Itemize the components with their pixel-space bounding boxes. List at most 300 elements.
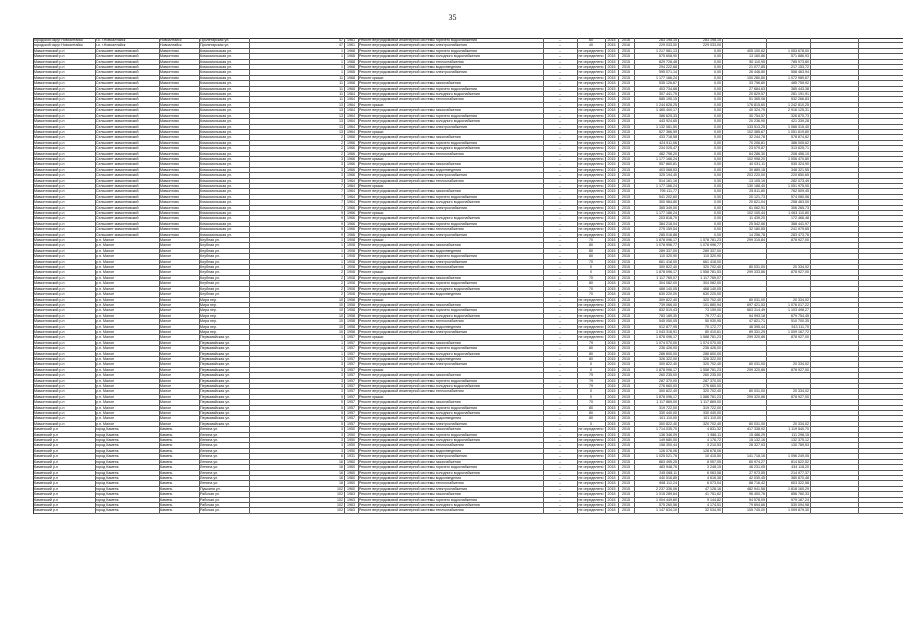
table-cell: Мамонтовский р-н bbox=[34, 135, 65, 140]
table-cell: город Камень bbox=[96, 465, 119, 470]
table-cell: город Камень bbox=[96, 508, 119, 513]
table-cell: Ремонт внутридомовой инженерной системы горячего водоснабжения bbox=[359, 465, 477, 470]
table-cell: 2015 bbox=[622, 281, 630, 286]
table-cell: 2015 bbox=[622, 432, 630, 437]
table-cell: городской округ Новоалтайск bbox=[34, 43, 83, 48]
table-cell: Сельсовет мамонтовский bbox=[96, 194, 139, 199]
table-cell: Мамонтовский р-н bbox=[34, 329, 65, 334]
table-cell: 1 103 498,27 bbox=[788, 308, 809, 313]
table-cell: Мамонтово bbox=[160, 178, 179, 183]
table-cell: – bbox=[559, 356, 561, 361]
table-cell: 3 bbox=[341, 173, 343, 178]
table-cell: 1966 bbox=[347, 211, 355, 215]
table-cell: 1 588 781,23 bbox=[700, 335, 721, 340]
table-cell: 1 714 035,70 bbox=[656, 427, 677, 432]
table-cell: 326 322,00 bbox=[659, 356, 677, 361]
table-cell: 1961 bbox=[347, 38, 355, 42]
table-cell: – bbox=[559, 335, 561, 340]
table-cell: Рабочая ул. bbox=[200, 502, 220, 507]
table-cell: 234 025,47 bbox=[659, 146, 677, 151]
table-cell: Сельсовет мамонтовский bbox=[96, 124, 139, 129]
table-cell: не определено bbox=[578, 227, 604, 232]
table-cell: Мамонтовский р-н bbox=[34, 232, 65, 237]
table-cell: 2015 bbox=[622, 124, 630, 129]
table-cell: Ремонт внутридомовой инженерной системы электроснабжения bbox=[359, 486, 467, 491]
table-cell: 80 bbox=[589, 243, 593, 248]
table-cell: 0,00 bbox=[714, 108, 721, 113]
table-cell: 0 bbox=[590, 389, 592, 394]
table-cell: 241 979,65 bbox=[791, 227, 809, 232]
table-cell: 275 159,54 bbox=[659, 227, 677, 232]
table-cell: – bbox=[559, 362, 561, 367]
table-cell: 380 870,48 bbox=[791, 475, 809, 480]
table-cell: – bbox=[559, 427, 561, 432]
table-cell: 575 608,90 bbox=[659, 54, 677, 59]
table-cell: Сельсовет мамонтовский bbox=[96, 162, 139, 167]
table-cell: – bbox=[559, 346, 561, 351]
table-cell: 2015 bbox=[622, 324, 630, 329]
table-cell: – bbox=[559, 400, 561, 405]
table-cell: Камень bbox=[160, 427, 173, 432]
table-cell: 1961 bbox=[347, 43, 355, 48]
table-cell: 141 718,16 bbox=[747, 454, 765, 459]
table-cell: 1958 bbox=[347, 302, 355, 307]
table-cell: 1 066 315,40 bbox=[788, 124, 809, 129]
table-cell: Ленина ул. bbox=[200, 443, 219, 448]
table-cell: город Камень bbox=[96, 432, 119, 437]
table-cell: 679 754,45 bbox=[791, 313, 809, 318]
table-cell: 0 bbox=[590, 394, 592, 399]
table-cell: 2015 bbox=[607, 178, 616, 183]
table-cell: не определено bbox=[578, 319, 604, 324]
table-cell: 50 110,95 bbox=[749, 59, 765, 64]
table-cell: 320 702,40 bbox=[703, 265, 721, 270]
table-cell: 319 722,00 bbox=[659, 405, 677, 410]
table-cell: Мамонтовский р-н bbox=[34, 189, 65, 194]
table-cell: 2015 bbox=[607, 275, 616, 280]
table-cell: Ремонт внутридомовой инженерной системы электроснабжения bbox=[359, 43, 467, 48]
table-cell: 1966 bbox=[347, 232, 355, 237]
table-cell: 2015 bbox=[622, 270, 630, 275]
table-cell: 1908 bbox=[347, 254, 355, 259]
table-cell: город Камень bbox=[96, 459, 119, 464]
table-cell: не определено bbox=[578, 92, 604, 97]
table-cell: 1 004 449,80 bbox=[656, 497, 677, 502]
table-cell: 1957 bbox=[347, 405, 355, 410]
table-cell: 47 821,71 bbox=[749, 319, 765, 324]
table-cell: 6 063,58 bbox=[707, 470, 721, 475]
table-cell: Каменский р-н bbox=[34, 432, 59, 437]
table-cell: Сельсовет мамонтовский bbox=[96, 119, 139, 124]
table-cell: 0,00 bbox=[714, 75, 721, 80]
table-cell: 2015 bbox=[622, 286, 630, 291]
table-cell: 2015 bbox=[607, 248, 616, 253]
table-cell: 276 660,00 bbox=[659, 384, 677, 388]
table-cell: Ремонт крыши bbox=[359, 129, 384, 134]
table-cell: Комсомольская ул. bbox=[200, 232, 232, 237]
table-cell: 1964 bbox=[347, 189, 355, 194]
table-cell: Ремонт внутридомовой инженерной системы водоотведения bbox=[359, 324, 462, 329]
table-cell: 1966 bbox=[347, 221, 355, 226]
table-cell: не определено bbox=[578, 119, 604, 124]
table-cell: 0,00 bbox=[714, 97, 721, 102]
table-cell: 80 bbox=[589, 356, 593, 361]
table-cell: 2015 bbox=[607, 140, 616, 145]
table-cell: Клубная ул. bbox=[200, 281, 220, 286]
table-cell: 1 bbox=[341, 259, 343, 264]
table-cell: Ремонт внутридомовой инженерной системы холодного водоснабжения bbox=[359, 313, 480, 318]
table-cell: – bbox=[559, 38, 561, 42]
table-cell: р.п. Малое bbox=[96, 346, 115, 351]
table-cell: 1966 bbox=[347, 205, 355, 210]
table-cell: 2015 bbox=[607, 340, 616, 345]
table-cell: – bbox=[559, 86, 561, 91]
table-cell: – bbox=[559, 254, 561, 259]
table-cell: 2015 bbox=[622, 59, 630, 64]
table-cell: 10 bbox=[339, 297, 343, 302]
table-cell: Ремонт внутридомовой инженерной системы водоотведения bbox=[359, 292, 462, 297]
table-cell: р.п. Малое bbox=[96, 351, 115, 356]
table-cell: р.п. Малое bbox=[96, 297, 115, 302]
table-cell: Мамонтовский р-н bbox=[34, 346, 65, 351]
table-cell: Ленина ул. bbox=[200, 470, 219, 475]
table-cell: 2015 bbox=[607, 38, 616, 42]
table-cell: город Камень bbox=[96, 438, 119, 443]
table-cell: Ремонт внутридомовой инженерной системы холодного водоснабжения bbox=[359, 119, 480, 124]
table-cell: 1957 bbox=[347, 351, 355, 356]
table-cell: 128 678,06 bbox=[703, 448, 721, 453]
table-cell: Ремонт внутридомовой инженерной системы газоснабжения bbox=[359, 492, 461, 497]
table-cell: 220 850,65 bbox=[791, 173, 809, 178]
table-cell: 3 bbox=[341, 162, 343, 167]
table-cell: Ремонт внутридомовой инженерной системы холодного водоснабжения bbox=[359, 470, 480, 475]
table-cell: город Камень bbox=[96, 454, 119, 459]
table-cell: 2015 bbox=[607, 432, 616, 437]
table-cell: 2015 bbox=[607, 308, 616, 313]
table-cell: 574 080,06 bbox=[791, 194, 809, 199]
table-cell: 0,00 bbox=[714, 162, 721, 167]
table-cell: – bbox=[559, 270, 561, 275]
table-cell: Ремонт внутридомовой инженерной системы электроснабжения bbox=[359, 259, 467, 264]
table-cell: 468 140,05 bbox=[703, 286, 721, 291]
table-cell: 16 bbox=[339, 475, 343, 480]
table-cell: 5 bbox=[341, 416, 343, 421]
page-number: 35 bbox=[448, 13, 457, 22]
table-cell: 2015 bbox=[607, 454, 616, 459]
table-cell: Первомайская ул. bbox=[200, 389, 231, 394]
table-cell: 2016 bbox=[622, 43, 630, 48]
table-cell: 1 177 166,24 bbox=[656, 183, 677, 188]
table-cell: 80 bbox=[589, 405, 593, 410]
table-cell: 0,00 bbox=[714, 65, 721, 70]
table-cell: 0,00 bbox=[714, 59, 721, 64]
table-cell: 2015 bbox=[622, 394, 630, 399]
table-cell: 1908 bbox=[347, 286, 355, 291]
table-cell: 46 231,05 bbox=[749, 465, 765, 470]
table-cell: 1964 bbox=[347, 119, 355, 124]
table-cell: – bbox=[559, 329, 561, 334]
table-cell: 1957 bbox=[347, 384, 355, 388]
table-cell: Первомайская ул. bbox=[200, 378, 231, 383]
table-cell: – bbox=[559, 97, 561, 102]
table-cell: 0,00 bbox=[714, 102, 721, 107]
table-cell: город Камень bbox=[96, 486, 119, 491]
table-cell: Мамонтовский р-н bbox=[34, 400, 65, 405]
table-cell: – bbox=[559, 183, 561, 188]
table-cell: Мамонтово bbox=[160, 162, 179, 167]
table-cell: 2015 bbox=[622, 200, 630, 205]
table-cell: Мамонтовский р-н bbox=[34, 211, 65, 215]
table-cell: 88 716,42 bbox=[749, 481, 765, 486]
table-cell: 3 bbox=[341, 367, 343, 372]
table-cell: 16 bbox=[339, 470, 343, 475]
table-cell: Клубная ул. bbox=[200, 265, 220, 270]
table-cell: р.п. Малое bbox=[96, 389, 115, 394]
table-cell: – bbox=[559, 502, 561, 507]
table-cell: – bbox=[559, 200, 561, 205]
table-cell: 40 324,75 bbox=[749, 108, 765, 113]
table-cell: Мамонтовский р-н bbox=[34, 308, 65, 313]
table-cell: 7 bbox=[341, 194, 343, 199]
table-cell: Мамонтово bbox=[160, 140, 179, 145]
table-cell: 2015 bbox=[607, 378, 616, 383]
table-cell: не определено bbox=[578, 508, 604, 513]
table-cell: город Камень bbox=[96, 502, 119, 507]
table-cell: Ремонт крыши bbox=[359, 156, 384, 161]
table-cell: 2015 bbox=[622, 465, 630, 470]
table-cell: – bbox=[559, 421, 561, 426]
table-cell: Сельсовет мамонтовский bbox=[96, 140, 139, 145]
table-cell: 485 759,92 bbox=[791, 81, 809, 86]
table-cell: 101 880,94 bbox=[703, 302, 721, 307]
table-cell: Ремонт внутридомовой инженерной системы газоснабжения bbox=[359, 243, 461, 248]
table-cell: Каменский р-н bbox=[34, 508, 59, 513]
table-cell: Мамонтово bbox=[160, 102, 179, 107]
table-cell: 2015 bbox=[607, 243, 616, 248]
table-cell: 0 bbox=[590, 362, 592, 367]
table-cell: 348 321,55 bbox=[791, 167, 809, 172]
table-cell: 54 993,18 bbox=[749, 313, 765, 318]
table-cell: 11 bbox=[339, 86, 343, 91]
table-cell: – bbox=[559, 221, 561, 226]
table-cell: 1968 bbox=[347, 75, 355, 80]
table-cell: 20 334,02 bbox=[793, 265, 809, 270]
table-cell: – bbox=[559, 454, 561, 459]
table-cell: 73 159,00 bbox=[705, 308, 721, 313]
table-cell: Мамонтовский р-н bbox=[34, 259, 65, 264]
table-cell: 2015 bbox=[622, 194, 630, 199]
table-cell: – bbox=[559, 248, 561, 253]
table-cell: Клубная ул. bbox=[200, 286, 220, 291]
table-cell: – bbox=[559, 443, 561, 448]
table-cell: Ремонт внутридомовой инженерной системы холодного водоснабжения bbox=[359, 351, 480, 356]
table-cell: 1 578 781,23 bbox=[700, 238, 721, 243]
table-cell: Мира пер. bbox=[200, 313, 217, 318]
table-cell: 1 076 017,22 bbox=[788, 302, 809, 307]
table-cell: 1 132 081,50 bbox=[656, 124, 677, 129]
table-cell: – bbox=[559, 373, 561, 378]
table-cell: город Камень bbox=[96, 481, 119, 486]
table-cell: 1 074 070,00 bbox=[700, 340, 721, 345]
table-cell: Ремонт внутридомовой инженерной системы теплоснабжения bbox=[359, 481, 464, 486]
table-cell: 2015 bbox=[622, 265, 630, 270]
table-cell: Ремонт внутридомовой инженерной системы электроснабжения bbox=[359, 70, 467, 75]
table-cell: 2015 bbox=[607, 113, 616, 118]
table-cell: 6 073,04 bbox=[707, 481, 721, 486]
table-cell: Первомайская ул. bbox=[200, 421, 231, 426]
table-cell: 2015 bbox=[607, 297, 616, 302]
table-cell: 0 bbox=[590, 270, 592, 275]
table-cell: Комсомольская ул. bbox=[200, 227, 232, 232]
table-cell: р.п. Малое bbox=[96, 254, 115, 259]
table-cell: 89 331,29 bbox=[749, 329, 765, 334]
table-cell: Ремонт внутридомовой инженерной системы водоотведения bbox=[359, 448, 462, 453]
table-cell: 276 660,00 bbox=[703, 384, 721, 388]
table-cell: р.п. Малое bbox=[96, 373, 115, 378]
table-cell: 330 440,00 bbox=[703, 411, 721, 416]
table-cell: – bbox=[559, 297, 561, 302]
table-cell: р.п. Малое bbox=[96, 248, 115, 253]
table-cell: Мамонтовский р-н bbox=[34, 394, 65, 399]
table-cell: – bbox=[559, 102, 561, 107]
table-cell: Малое bbox=[160, 389, 172, 394]
table-cell: Комсомольская ул. bbox=[200, 54, 232, 59]
table-cell: 2015 bbox=[607, 373, 616, 378]
table-cell: не определено bbox=[578, 221, 604, 226]
table-cell: 11 439,20 bbox=[749, 216, 765, 221]
table-cell: 3 bbox=[341, 378, 343, 383]
register-table bbox=[33, 38, 903, 514]
table-cell: Мамонтовский р-н bbox=[34, 254, 65, 259]
table-cell: 1964 bbox=[347, 178, 355, 183]
table-cell: 2015 bbox=[607, 216, 616, 221]
table-cell: – bbox=[559, 140, 561, 145]
table-cell: 10 bbox=[339, 308, 343, 313]
table-cell: 1 bbox=[341, 54, 343, 59]
table-cell: Первомайская ул. bbox=[200, 367, 231, 372]
table-cell: 2015 bbox=[622, 384, 630, 388]
table-cell: Сельсовет мамонтовский bbox=[96, 65, 139, 70]
table-cell: Мамонтово bbox=[160, 54, 179, 59]
table-cell: 385 443,38 bbox=[791, 86, 809, 91]
table-cell: 2015 bbox=[607, 200, 616, 205]
table-cell: 2015 bbox=[622, 492, 630, 497]
table-cell: 0,00 bbox=[714, 113, 721, 118]
table-cell: – bbox=[559, 286, 561, 291]
table-cell: 9 bbox=[341, 211, 343, 215]
table-cell: Ремонт внутридомовой инженерной системы электроснабжения bbox=[359, 205, 467, 210]
table-cell: не определено bbox=[578, 200, 604, 205]
table-cell: Мамонтовский р-н bbox=[34, 351, 65, 356]
table-cell: 1 177 166,24 bbox=[656, 211, 677, 215]
table-cell: 1 117 869,00 bbox=[656, 400, 677, 405]
table-cell: 3 bbox=[341, 427, 343, 432]
table-cell: 2015 bbox=[607, 75, 616, 80]
table-cell: не определено bbox=[578, 183, 604, 188]
table-cell: 1964 bbox=[347, 113, 355, 118]
table-cell: 863 495,25 bbox=[659, 459, 677, 464]
table-cell: 96 400,76 bbox=[749, 492, 765, 497]
table-cell: не определено bbox=[578, 97, 604, 102]
table-cell: Мира пер. bbox=[200, 297, 217, 302]
table-cell: 2016 bbox=[622, 38, 630, 42]
table-cell: не определено bbox=[578, 427, 604, 432]
table-cell: 1 bbox=[341, 351, 343, 356]
table-cell: Мамонтовский р-н bbox=[34, 227, 65, 232]
table-cell: р.п. Малое bbox=[96, 259, 115, 264]
table-cell: 2015 bbox=[607, 438, 616, 443]
table-cell: Сельсовет мамонтовский bbox=[96, 59, 139, 64]
table-cell: Сельсовет мамонтовский bbox=[96, 221, 139, 226]
table-cell: 32 244,78 bbox=[749, 135, 765, 140]
table-cell: Каменский р-н bbox=[34, 443, 59, 448]
table-cell: не определено bbox=[578, 465, 604, 470]
table-cell: Каменский р-н bbox=[34, 427, 59, 432]
table-cell: Сельсовет мамонтовский bbox=[96, 156, 139, 161]
table-cell: Ремонт внутридомовой инженерной системы холодного водоснабжения bbox=[359, 200, 480, 205]
table-cell: Сельсовет мамонтовский bbox=[96, 102, 139, 107]
table-cell: – bbox=[559, 481, 561, 486]
table-cell: 2015 bbox=[622, 313, 630, 318]
table-cell: Каменский р-н bbox=[34, 454, 59, 459]
table-cell: 28 327,93 bbox=[749, 443, 765, 448]
table-cell: 1964 bbox=[347, 200, 355, 205]
table-cell: 2015 bbox=[607, 324, 616, 329]
table-cell: 6 bbox=[341, 454, 343, 459]
table-cell: 2015 bbox=[607, 481, 616, 486]
table-cell: Малое bbox=[160, 324, 172, 329]
table-cell: 9 bbox=[341, 221, 343, 226]
table-cell: Ремонт внутридомовой инженерной системы холодного водоснабжения bbox=[359, 384, 480, 388]
table-cell: – bbox=[559, 156, 561, 161]
table-cell: 0,00 bbox=[714, 200, 721, 205]
table-cell: 878 927,00 bbox=[791, 238, 809, 243]
table-cell: Мамонтовский р-н bbox=[34, 65, 65, 70]
table-cell: – bbox=[559, 475, 561, 480]
table-cell: Малое bbox=[160, 302, 172, 307]
table-cell: 2015 bbox=[622, 448, 630, 453]
table-cell: 300 822,40 bbox=[659, 421, 677, 426]
table-cell: 304 082,00 bbox=[659, 281, 677, 286]
table-cell: 33 796,80 bbox=[749, 81, 765, 86]
table-cell: – bbox=[559, 65, 561, 70]
table-cell: – bbox=[559, 438, 561, 443]
table-cell: – bbox=[559, 216, 561, 221]
table-cell: 2015 bbox=[607, 400, 616, 405]
table-cell: Камень bbox=[160, 481, 173, 486]
table-cell: Каменский р-н bbox=[34, 486, 59, 491]
table-cell: 2015 bbox=[622, 221, 630, 226]
table-cell: Ремонт внутридомовой инженерной системы горячего водоснабжения bbox=[359, 432, 477, 437]
table-cell: Первомайская ул. bbox=[200, 416, 231, 421]
table-cell: Мира пер. bbox=[200, 319, 217, 324]
table-cell: 10 415,50 bbox=[705, 454, 721, 459]
table-cell: – bbox=[559, 340, 561, 345]
table-cell: Ленина ул. bbox=[200, 448, 219, 453]
table-cell: Ремонт внутридомовой инженерной системы газоснабжения bbox=[359, 135, 461, 140]
table-cell: 2015 bbox=[622, 378, 630, 383]
table-cell: Каменский р-н bbox=[34, 502, 59, 507]
table-cell: Сельсовет мамонтовский bbox=[96, 167, 139, 172]
table-cell: 1931 bbox=[347, 454, 355, 459]
table-cell: 102 385,67 bbox=[747, 129, 765, 134]
table-cell: Ремонт внутридомовой инженерной системы горячего водоснабжения bbox=[359, 346, 477, 351]
table-cell: 2015 bbox=[622, 151, 630, 156]
table-cell: 110 320,90 bbox=[659, 254, 677, 259]
table-cell: Сельсовет мамонтовский bbox=[96, 227, 139, 232]
table-cell: 2015 bbox=[607, 232, 616, 237]
table-cell: Сельсовет мамонтовский bbox=[96, 97, 139, 102]
